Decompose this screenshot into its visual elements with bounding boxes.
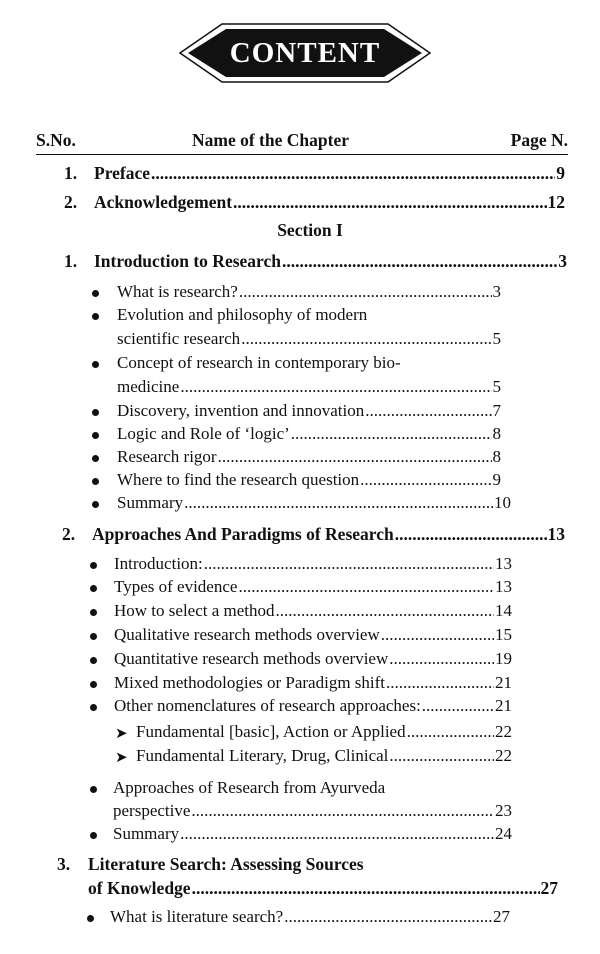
bullet-icon (90, 832, 97, 839)
toc-item[interactable]: Quantitative research methods overview ..... 19 (114, 649, 512, 669)
chapter-title: of Knowledge (88, 878, 191, 898)
toc-item[interactable]: Types of evidence ..... 13 (114, 577, 512, 597)
chapter-number: 3. (57, 854, 71, 874)
toc-item[interactable]: perspective ..... 23 (113, 801, 512, 821)
header-chapter-name: Name of the Chapter (192, 130, 349, 150)
section-heading: Section I (277, 220, 343, 240)
chapter-number: 1. (64, 251, 78, 271)
entry-page: 9 (556, 163, 565, 183)
toc-item[interactable]: What is literature search? ..... 27 (110, 907, 510, 927)
content-banner (178, 22, 432, 84)
header-sno: S.No. (36, 130, 76, 150)
bullet-icon (90, 657, 97, 664)
bullet-icon (90, 681, 97, 688)
toc-subitem[interactable]: Fundamental Literary, Drug, Clinical ..... 22 (136, 746, 512, 766)
bullet-icon (92, 501, 99, 508)
entry-number: 2. (64, 192, 78, 212)
bullet-icon (92, 313, 99, 320)
leader-dots (151, 163, 555, 184)
entry-page: 12 (547, 192, 565, 212)
toc-item[interactable]: Summary ..... 24 (113, 824, 512, 844)
bullet-icon (92, 478, 99, 485)
toc-item[interactable]: Where to find the research question ..... 9 (117, 470, 501, 490)
page-title: CONTENT (229, 36, 381, 69)
chapter-title-line: Literature Search: Assessing Sources (88, 854, 364, 874)
toc-item[interactable]: Introduction: ..... 13 (114, 554, 512, 574)
toc-item-line: Approaches of Research from Ayurveda (113, 778, 386, 797)
chapter-page: 3 (558, 251, 567, 271)
toc-item[interactable]: Discovery, invention and innovation ..... 7 (117, 401, 501, 421)
bullet-icon (92, 455, 99, 462)
table-header (36, 128, 568, 155)
leader-dots (233, 192, 546, 213)
bullet-icon (90, 786, 97, 793)
toc-chapter-1[interactable] (94, 251, 567, 272)
leader-dots (192, 878, 540, 899)
toc-item[interactable]: Other nomenclatures of research approaches: ..... 21 (114, 696, 512, 716)
toc-item[interactable]: Logic and Role of ‘logic’ ..... 8 (117, 424, 501, 444)
bullet-icon (90, 704, 97, 711)
toc-item[interactable]: Mixed methodologies or Paradigm shift ..... 21 (114, 673, 512, 693)
bullet-icon (90, 562, 97, 569)
toc-item[interactable]: What is research? ..... 3 (117, 282, 501, 302)
bullet-icon (90, 609, 97, 616)
toc-entry-preface[interactable] (94, 163, 565, 184)
arrow-bullet-icon: ➤ (115, 726, 128, 742)
chapter-page: 13 (547, 524, 565, 544)
toc-item[interactable]: Summary ..... 10 (117, 493, 511, 513)
bullet-icon (92, 361, 99, 368)
leader-dots (282, 251, 557, 272)
bullet-icon (90, 633, 97, 640)
chapter-page: 27 (540, 878, 558, 898)
arrow-bullet-icon: ➤ (115, 750, 128, 766)
bullet-icon (92, 409, 99, 416)
toc-item-line: Concept of research in contemporary bio- (117, 353, 401, 372)
toc-item[interactable]: medicine ..... 5 (117, 377, 501, 397)
toc-item[interactable]: How to select a method ..... 14 (114, 601, 512, 621)
toc-item[interactable]: Qualitative research methods overview ..... 15 (114, 625, 512, 645)
toc-entry-acknowledgement[interactable] (94, 192, 565, 213)
toc-item[interactable]: scientific research ..... 5 (117, 329, 501, 349)
entry-number: 1. (64, 163, 78, 183)
toc-chapter-2[interactable] (92, 524, 565, 545)
toc-item[interactable]: Research rigor ..... 8 (117, 447, 501, 467)
bullet-icon (90, 585, 97, 592)
bullet-icon (92, 432, 99, 439)
toc-item-line: Evolution and philosophy of modern (117, 305, 368, 324)
header-page: Page N. (510, 130, 568, 150)
entry-title: Acknowledgement (94, 192, 233, 212)
bullet-icon (87, 915, 94, 922)
entry-title: Preface (94, 163, 151, 183)
chapter-title: Approaches And Paradigms of Research (92, 524, 394, 544)
chapter-title: Introduction to Research (94, 251, 281, 271)
chapter-number: 2. (62, 524, 76, 544)
bullet-icon (92, 290, 99, 297)
toc-chapter-3[interactable] (88, 878, 558, 899)
leader-dots (395, 524, 547, 545)
toc-subitem[interactable]: Fundamental [basic], Action or Applied ..... 22 (136, 722, 512, 742)
